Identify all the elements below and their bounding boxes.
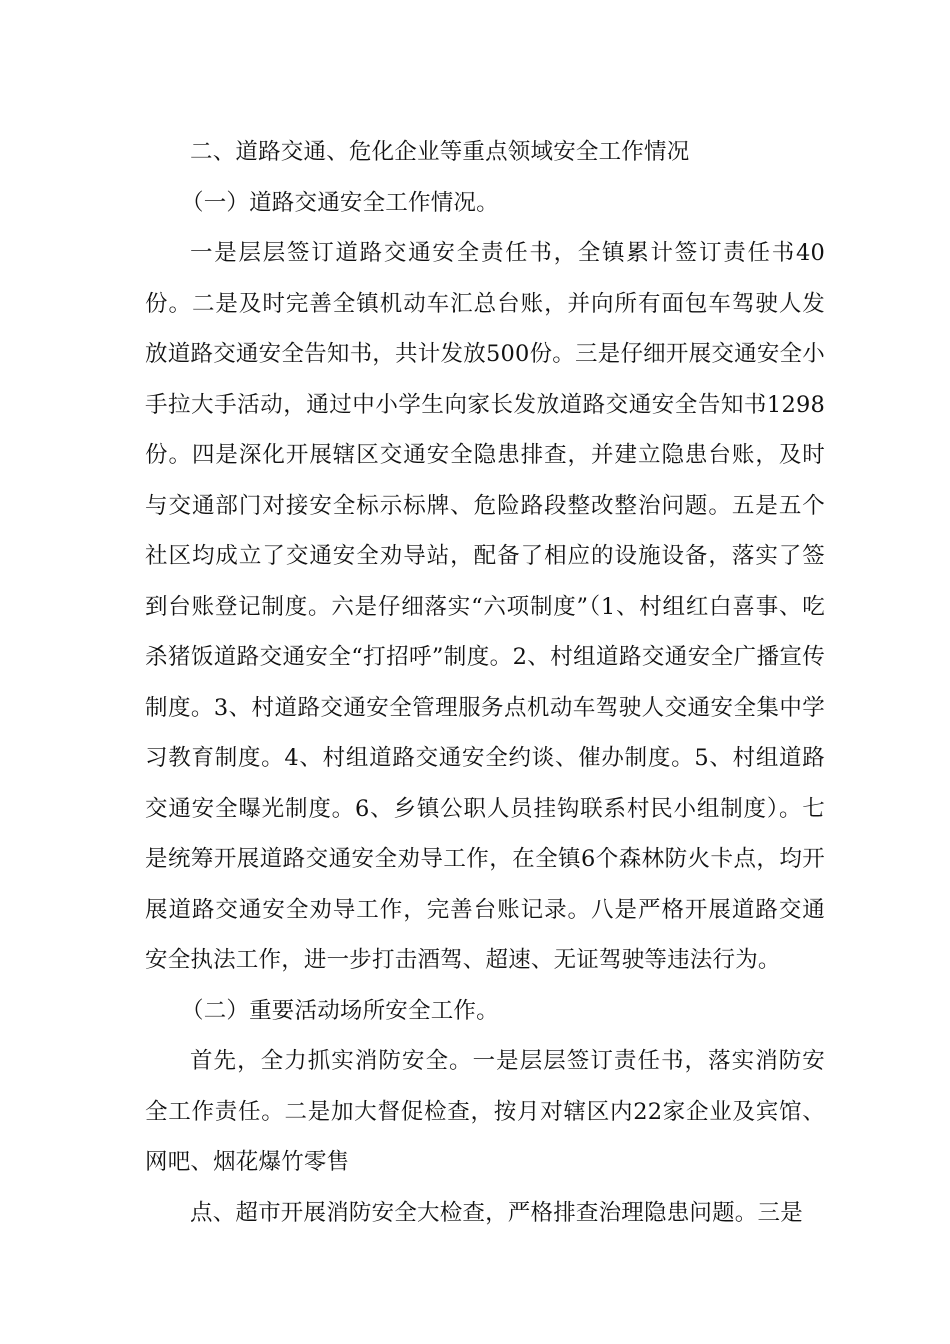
document-page: [145, 127, 825, 1238]
subsection-title-venues: （二）重要活动场所安全工作。: [181, 997, 499, 1024]
section-heading: 二、道路交通、危化企业等重点领域安全工作情况: [190, 139, 690, 165]
subsection-title-road-traffic: （一）道路交通安全工作情况。: [181, 189, 499, 216]
paragraph-road-traffic: 一是层层签订道路交通安全责任书，全镇累计签订责任书40份。二是及时完善全镇机动车汇总台账，并向所有面包车驾驶人发放道路交通安全告知书，共计发放500份。三是仔细开展交通安全小手拉大手活动，通过中小学生向家长发放道路交通安全告知书1298份。四是深化开展辖区交通安全隐患排查，并建立隐患台账，及时与交通部门对接安全标示标牌、危险路段整改整治问题。五是五个社区均成立了交通安全劝导站，配备了相应的设施设备，落实了签到台账登记制度。六是仔细落实“六项制度”（1、村组红白喜事、吃杀猪饭道路交通安全“打招呼”制度。2、村组道路交通安全广播宣传制度。3、村道路交通安全管理服务点机动车驾驶人交通安全集中学习教育制度。4、村组道路交通安全约谈、催办制度。5、村组道路交通安全曝光制度。6、乡镇公职人员挂钩联系村民小组制度）。七是统筹开展道路交通安全劝导工作，在全镇6个森林防火卡点，均开展道路交通安全劝导工作，完善台账记录。八是严格开展道路交通安全执法工作，进一步打击酒驾、超速、无证驾驶等违法行为。: [145, 240, 825, 973]
paragraph-fire-safety-continued: 点、超市开展消防安全大检查，严格排查治理隐患问题。三是: [190, 1199, 803, 1226]
paragraph-fire-safety: 首先，全力抓实消防安全。一是层层签订责任书，落实消防安全工作责任。二是加大督促检查，按月对辖区内22家企业及宾馆、网吧、烟花爆竹零售: [145, 1048, 825, 1175]
